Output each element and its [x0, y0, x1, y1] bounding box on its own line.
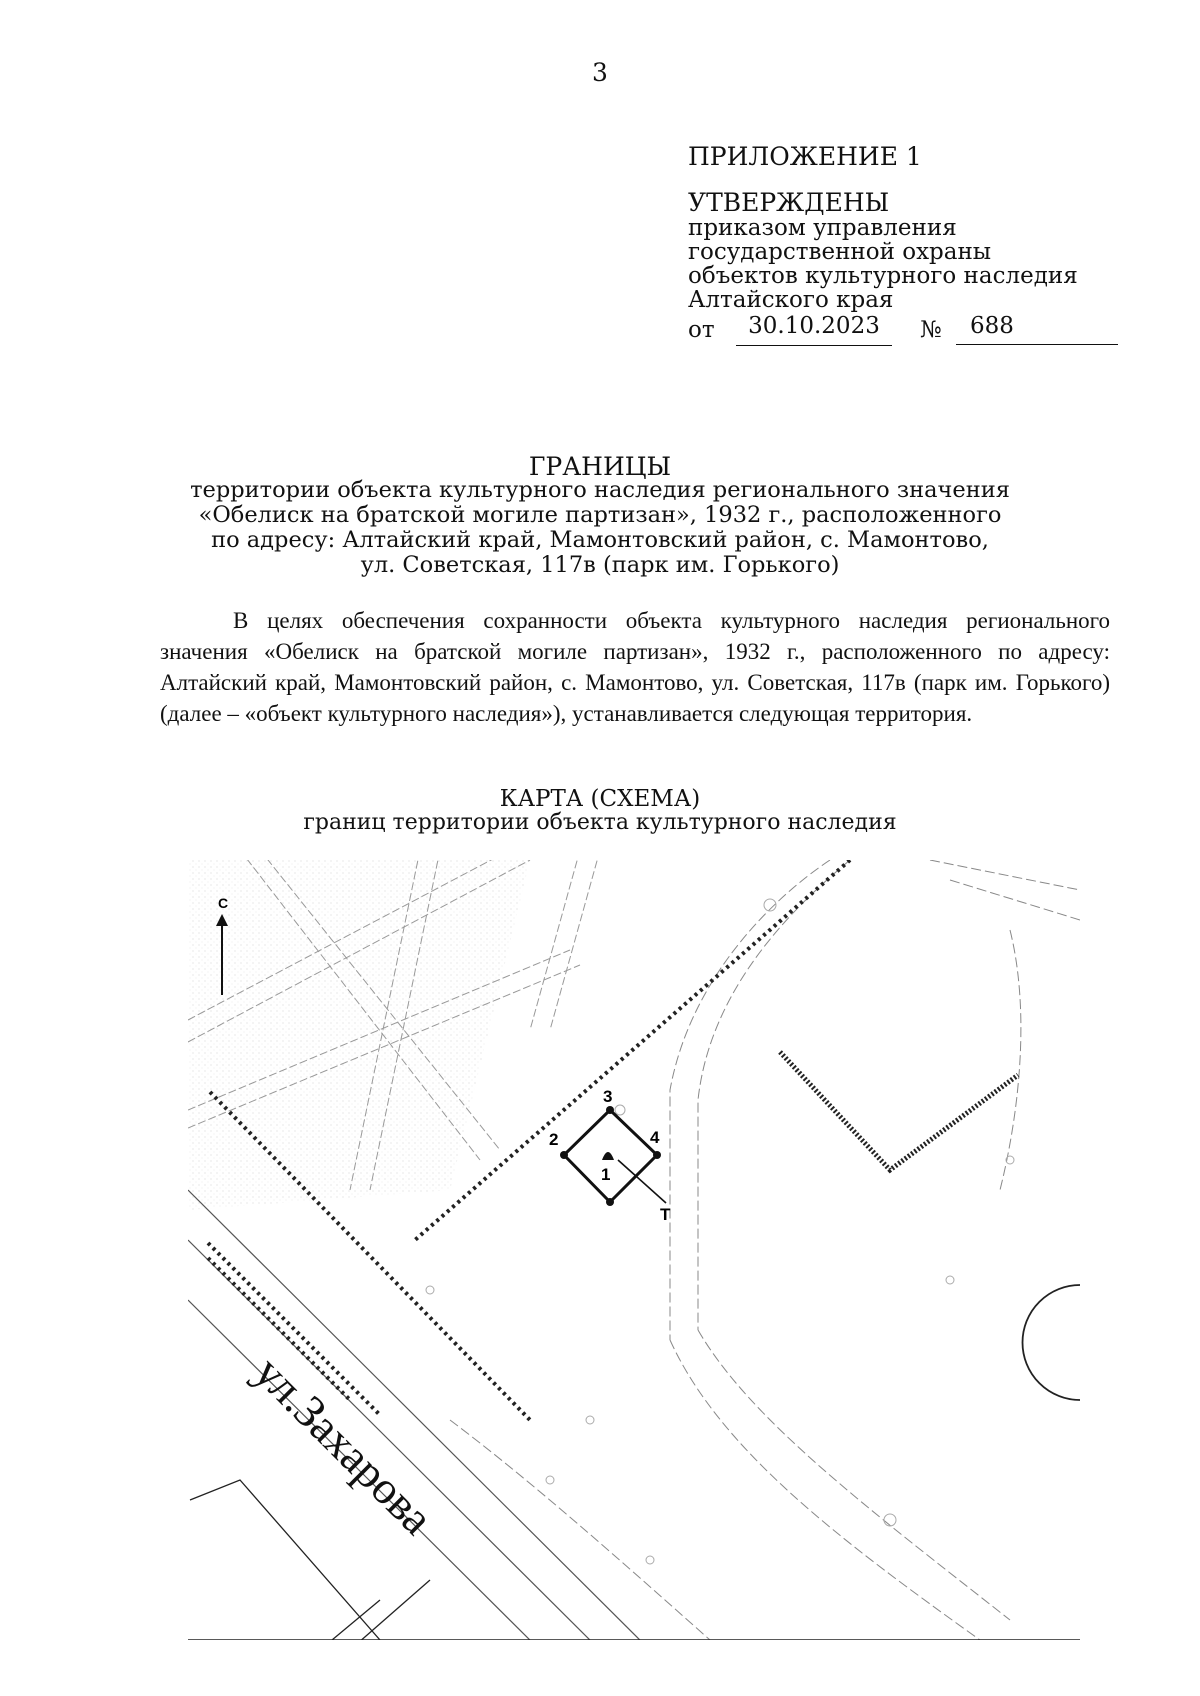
territory-map — [150, 860, 1080, 1680]
point-label-1: 1 — [601, 1165, 611, 1184]
point-label-4: 4 — [650, 1128, 660, 1147]
map-subtitle: границ территории объекта культурного наследия — [303, 810, 897, 835]
order-number: 688 — [956, 313, 1118, 345]
approved-by-line: государственной охраны — [688, 239, 992, 265]
page-number: 3 — [592, 58, 608, 87]
obelisk-icon — [602, 1152, 614, 1160]
document-title: ГРАНИЦЫ — [528, 452, 672, 481]
north-label: С — [218, 895, 229, 911]
appendix-label: ПРИЛОЖЕНИЕ 1 — [688, 142, 922, 171]
subtitle-line: «Обелиск на братской могиле партизан», 1932 г., расположенного — [198, 502, 1002, 528]
date-prefix: от — [688, 317, 715, 343]
body-paragraph: В целях обеспечения сохранности объекта культурного наследия регионального значения «Обелиск на братской могиле партизан», 1932 г., расположенного по адресу: Алтайский край, Мамонтовский район, с. Мамонтово, ул. Советская, 117в (парк им. Горького) (далее – «объект культурного наследия»), устанавливается следующая территория. — [160, 608, 1110, 726]
approved-label: УТВЕРЖДЕНЫ — [688, 188, 890, 217]
object-label: Т — [660, 1205, 671, 1224]
document-subtitle — [180, 478, 1020, 578]
approved-by-line: приказом управления — [688, 215, 957, 241]
order-date: 30.10.2023 — [736, 313, 892, 346]
map-title: КАРТА (СХЕМА) — [499, 786, 701, 812]
number-prefix: № — [920, 317, 942, 343]
map-background — [188, 860, 1080, 1670]
approved-by-block — [688, 216, 1078, 312]
subtitle-line: по адресу: Алтайский край, Мамонтовский район, с. Мамонтово, — [211, 527, 989, 553]
subtitle-line: территории объекта культурного наследия регионального значения — [190, 477, 1010, 503]
object-leader-line — [618, 1160, 666, 1203]
subtitle-line: ул. Советская, 117в (парк им. Горького) — [360, 552, 840, 578]
point-label-3: 3 — [603, 1087, 613, 1106]
street-label: ул.Захарова — [244, 1346, 444, 1545]
order-date-number — [688, 313, 1118, 349]
approved-by-line: объектов культурного наследия — [688, 263, 1078, 289]
approved-by-line: Алтайского края — [688, 287, 894, 313]
point-label-2: 2 — [549, 1130, 559, 1149]
